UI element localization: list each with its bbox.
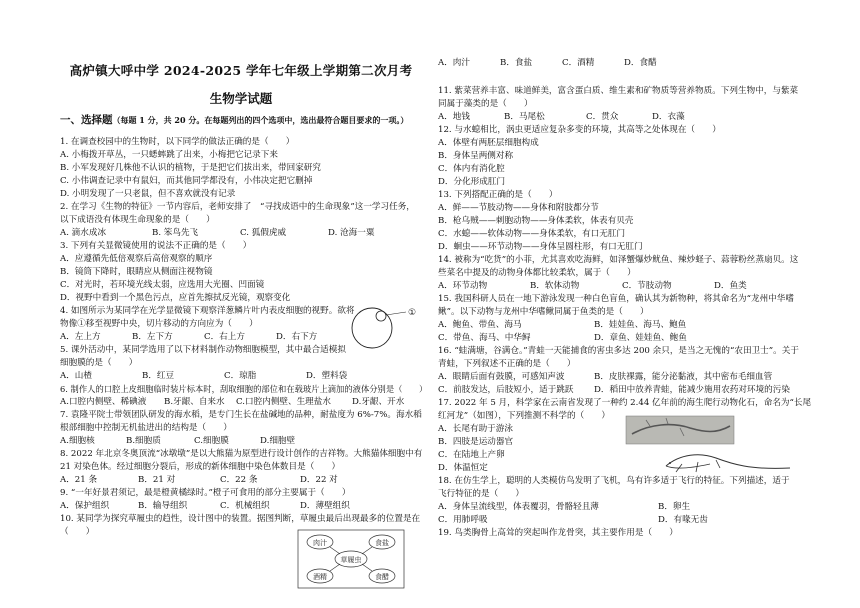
question-5-cont: 细胞膜的是（ ） [60,358,138,368]
reptile-belly [666,464,710,468]
question-6-option-b: B.牙龈、自来水 [164,397,225,407]
question-2-option-a: A. 滴水成冰 [60,228,107,238]
question-11-cont: 同属于藻类的是（ ） [438,99,533,109]
question-2-option-d: D. 沧海一粟 [328,228,375,238]
question-14: 14. 被称为“吃货”的小菲，尤其喜欢吃海鲜，如泽蟹爆炒鱿鱼、辣炒蛏子、蒜蓉粉丝蒸扇贝。这 [438,255,799,265]
question-16: 16. “蛙满塘，谷满仓。”青蛙一天能捕食的害虫多达 200 余只，是当之无愧的“农田卫士”。关于 [438,346,799,356]
question-2-option-c: C. 狐假虎威 [240,228,287,238]
question-6-option-a: A.口腔内侧壁、稀碘液 [60,397,147,407]
question-2-option-b: B. 笨鸟先飞 [152,228,199,238]
label-paramecium: 草履虫 [340,556,362,564]
question-8: 8. 2022 年北京冬奥顶流“冰墩墩”是以大熊猫为原型进行设计创作的吉祥物。大熊猫体细胞中有 [60,449,423,459]
question-9-option-d: D．薄壁组织 [300,501,350,511]
reptile-outline [666,455,790,469]
question-15-option-b: B．娃娃鱼、海马、鲍鱼 [594,320,687,330]
question-14-option-a: A．环节动物 [438,281,488,291]
question-13-option: C．水螅——软体动物——身体柔软，有口无肛门 [438,229,626,239]
question-6-option-c: C.口腔内侧壁、生理盐水 [236,397,331,407]
question-4-cont: 物像①移至视野中央，切片移动的方向应为（ ） [60,319,258,329]
question-16-option-b: B．皮肤裸露，能分泌黏液，其中密布毛细血管 [594,372,773,382]
question-3-option: A．应遵循先低倍观察后高倍观察的顺序 [60,254,213,264]
cell-label: ① [408,308,417,318]
question-8-option-c: C．22 条 [220,475,258,485]
question-18-cont: 飞行特征的是（ ） [438,489,524,499]
question-4-option-a: A．左上方 [60,332,101,342]
question-2: 2. 在学习《生物的特征》一节内容后，老师安排了 “寻找成语中的生命现象”这一学习任务， [60,202,415,212]
question-1-option: C. 小伟调查记录中有鼠妇，而其他同学都没有，小伟决定把它删掉 [60,176,313,186]
question-13-option: B．枪乌贼——刺胞动物——身体柔软，体表有贝壳 [438,216,634,226]
question-10-option-d: D．食醋 [624,58,657,68]
question-7-option-b: B.细胞质 [126,436,161,446]
question-18-option-c: C．用肺呼吸 [438,515,488,525]
question-19: 19. 鸟类胸骨上高耸的突起叫作龙骨突，其主要作用是（ ） [438,528,678,538]
question-11: 11. 紫菜营养丰富、味道鲜美，富含蛋白质、维生素和矿物质等营养物质。下列生物中，与紫菜 [438,86,799,96]
question-12-option: A．体壁有两胚层细胞构成 [438,138,539,148]
question-1-option: D. 小明发现了一只老鼠，但不喜欢就没有记录 [60,189,236,199]
question-14-option-d: D．鱼类 [714,281,747,291]
question-15-option-c: C．带鱼、海马、中华鲟 [438,333,531,343]
question-16-option-a: A．眼睛后面有鼓膜，可感知声波 [438,372,565,382]
question-7-option-d: D.细胞壁 [260,436,296,446]
exam-subtitle: 生物学试题 [209,91,273,106]
question-7-option-a: A.细胞核 [60,436,95,446]
question-18-option-a: A．身体呈流线型，体表覆羽，骨骼轻且薄 [438,502,599,512]
question-15-option-a: A．鲍鱼、带鱼、海马 [438,320,522,330]
question-17-option: C．在陆地上产卵 [438,450,505,460]
question-4-option-b: B．左下方 [132,332,173,342]
section-instructions: （每题 1 分，共 20 分。在每题列出的四个选项中，选出最符合题目要求的一项。） [112,115,409,125]
question-1-option: B. 小军发现好几株他不认识的植物，于是把它们拔出来，带回家研究 [60,163,321,173]
paramecium-experiment-figure [296,528,406,590]
question-7-option-c: C.细胞膜 [194,436,229,446]
question-4: 4. 如图所示为某同学在光学显微镜下观察洋葱鳞片叶内表皮细胞的视野。欲将 [60,306,355,316]
question-13: 13. 下列搭配正确的是（ ） [438,190,558,200]
question-12-option: D．分化形成肛门 [438,177,506,187]
question-5-option-b: B．红豆 [142,371,175,381]
microscope-field-figure [350,306,422,350]
question-17-option: B．四肢是运动器官 [438,437,514,447]
question-18-option-d: D．有喙无齿 [658,515,708,525]
question-8-cont: 21 对染色体。经过细胞分裂后，形成的新体细胞中染色体数目是（ ） [60,462,341,472]
question-3-option: D．视野中看到一个黑色污点，应首先擦拭反光镜，观察变化 [60,293,291,303]
label-alcohol: 酒精 [313,573,327,581]
question-3: 3. 下列有关显微镜使用的说法不正确的是（ ） [60,241,252,251]
channel-line [362,547,372,554]
question-12: 12. 与水螅相比，涡虫更适应复杂多变的环境，其高等之处体现在（ ） [438,125,721,135]
question-16-cont: 青蛙，下列叙述不正确的是（ ） [438,359,576,369]
question-5-option-c: C．琼脂 [224,371,257,381]
question-9-option-b: B．输导组织 [138,501,188,511]
question-13-option: D．蛔虫——环节动物——身体呈圆柱形，有口无肛门 [438,242,643,252]
question-10-option-b: B．食盐 [500,58,533,68]
question-12-option: B．身体呈两侧对称 [438,151,514,161]
question-6: 6. 制作人的口腔上皮细胞临时装片标本时，刮取细胞的部位和在载玻片上滴加的液体分别是（ ） [60,384,428,394]
question-11-option-c: C．贯众 [586,112,619,122]
question-9: 9. “一年好景君须记，最是橙黄橘绿时。”橙子可食用的部分主要属于（ ） [60,488,351,498]
question-11-option-d: D．衣藻 [652,112,685,122]
question-14-cont: 些菜名中提及的动物身体都比较柔软，属于（ ） [438,268,636,278]
question-11-option-a: A．地钱 [438,112,470,122]
question-12-option: C．体内有消化腔 [438,164,505,174]
question-16-option-d: D．稻田中放养青蛙，能减少施用农药对环境的污染 [594,385,790,395]
question-9-option-c: C．机械组织 [220,501,270,511]
channel-line [330,564,340,571]
label-salt: 食盐 [375,539,389,547]
question-3-option: C．对光时，若环境光线太弱，应选用大光圈、凹面镜 [60,280,265,290]
question-8-option-a: A．21 条 [60,475,98,485]
question-11-option-b: B．马尾松 [504,112,545,122]
question-16-option-c: C．前肢发达，后肢短小，适于跳跃 [438,385,574,395]
question-1-option: A. 小梅拨开草丛，一只蟋蟀跳了出来，小梅把它记录下来 [60,150,278,160]
question-15-option-d: D．章鱼、娃娃鱼、鲍鱼 [594,333,687,343]
question-9-option-a: A．保护组织 [60,501,110,511]
section-heading-text: 一、选择题 [60,114,113,126]
question-6-option-d: D.牙龈、开水 [352,397,405,407]
question-17-option: D．体温恒定 [438,463,488,473]
exam-title: 高炉镇大呼中学 2024-2025 学年七年级上学期第二次月考 [69,63,413,78]
section-heading [60,113,422,128]
question-5: 5. 课外活动中，某同学选用了以下材料制作动物细胞模型，其中最合适模拟 [60,345,346,355]
question-17: 17. 2022 年 5 月，科学家在云南省发现了一种约 2.44 亿年前的海生爬行动物化石，命名为“长尾 [438,398,812,408]
question-5-option-d: D．塑料袋 [306,371,348,381]
question-10-cont: （ ） [60,527,95,537]
label-meat-juice: 肉汁 [313,539,327,547]
question-18: 18. 在仿生学上，聪明的人类模仿鸟发明了飞机，鸟有许多适于飞行的特征。下列描述，适于 [438,476,790,486]
question-18-option-b: B．卵生 [658,502,691,512]
question-2-cont: 以下成语没有体现生命现象的是（ ） [60,215,215,225]
question-7-cont: 根部细胞中控制无机盐进出的结构是（ ） [60,423,232,433]
question-10-option-c: C．酒精 [562,58,595,68]
reptile-eye [669,462,671,464]
question-1: 1. 在调查校园中的生物时，以下同学的做法正确的是（ ） [60,137,295,147]
channel-line [362,564,372,571]
question-17-option: A．长尾有助于游泳 [438,424,513,434]
question-10: 10. 某同学为探究草履虫的趋性，设计图中的装置。据图判断，草履虫最后出现最多的位置是在 [60,514,421,524]
question-8-option-d: D．22 对 [300,475,338,485]
label-pointer-line [386,312,406,315]
question-4-option-d: D．右下方 [276,332,318,342]
question-15-cont: 鳅”。以下动物与龙州中华嗜鳅同属于鱼类的是（ ） [438,307,649,317]
question-14-option-b: B．软体动物 [530,281,580,291]
question-7: 7. 袁隆平院士带领团队研发的海水稻，是专门生长在盐碱地的品种，耐盐度为 6%-7%。海水稻 [60,410,422,420]
question-4-option-c: C．右上方 [204,332,245,342]
fossil-figure [620,414,798,478]
question-10-option-a: A．肉汁 [438,58,470,68]
channel-line [330,547,340,554]
question-17-cont: 红河龙”（如图），下列推测不科学的（ ） [438,411,610,421]
question-8-option-b: B．21 对 [138,475,176,485]
label-vinegar: 食醋 [375,573,389,581]
question-14-option-c: C．节肢动物 [622,281,672,291]
question-15: 15. 我国科研人员在一地下游泳发现一种白色盲鱼，确认其为新物种，将其命名为“龙州中华嗜 [438,294,794,304]
question-13-option: A．鲜——节肢动物——身体和附肢都分节 [438,203,599,213]
question-3-option: B．镜筒下降时，眼睛应从侧面注视物镜 [60,267,213,277]
cell-1-shape [376,311,386,321]
question-5-option-a: A．山楂 [60,371,92,381]
